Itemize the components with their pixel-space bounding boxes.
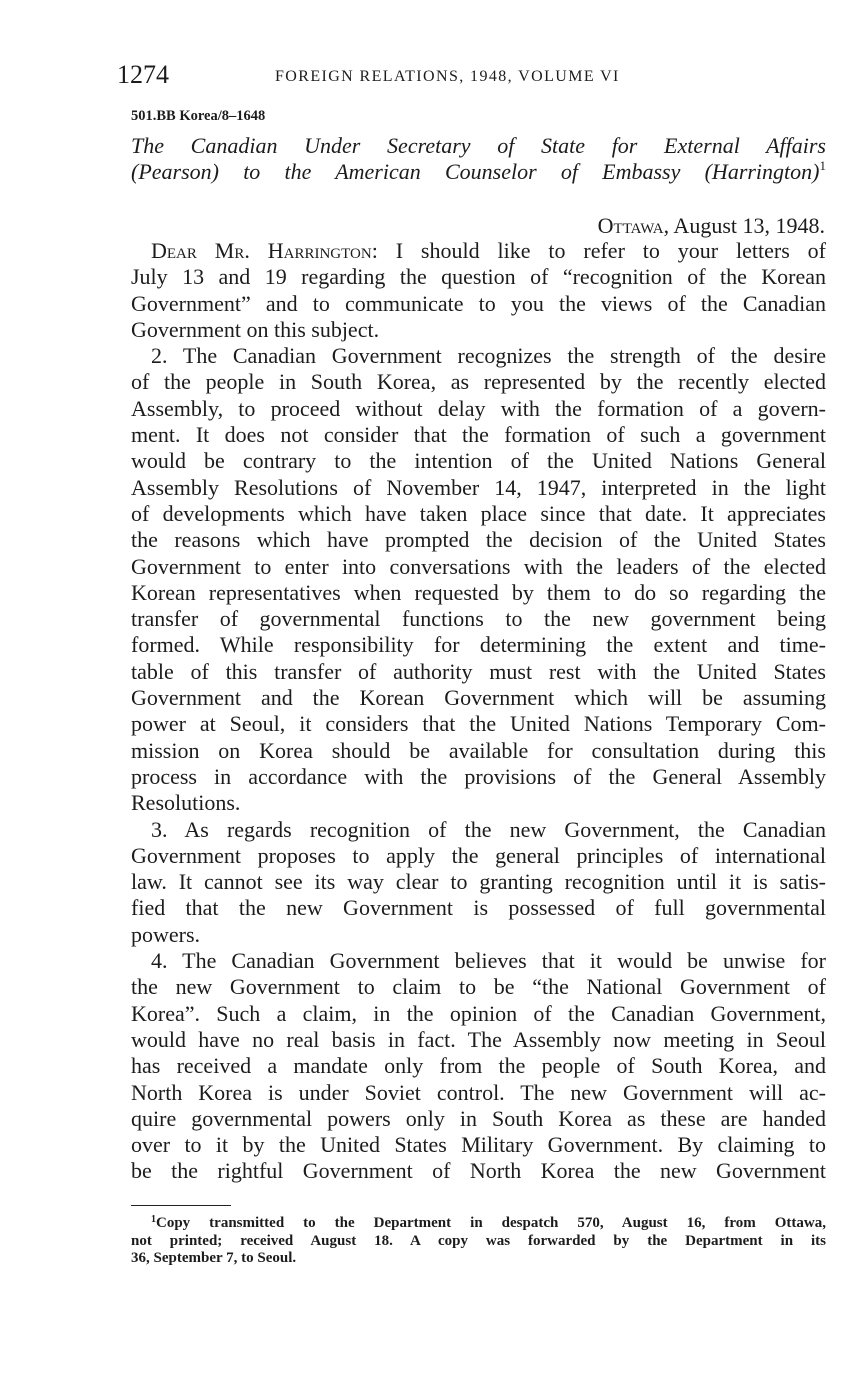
heading-line-2 bbox=[131, 159, 826, 185]
body-line: quire governmental powers only in South Korea as these are handed bbox=[131, 1105, 826, 1131]
heading-line-1: The Canadian Under Secretary of State for External Affairs bbox=[131, 133, 826, 158]
body-line: 2. The Canadian Government recognizes the strength of the desire bbox=[151, 343, 826, 369]
paragraph-1 bbox=[131, 238, 826, 343]
footnote-line: not printed; received August 18. A copy was forwarded by the Department in its bbox=[131, 1232, 826, 1249]
paragraph-3 bbox=[131, 817, 826, 948]
body-line: transfer of governmental functions to the new government being bbox=[131, 606, 826, 632]
salutation: Dear Mr. Harrington: bbox=[151, 238, 378, 263]
body-line: mission on Korea should be available for consultation during this bbox=[131, 737, 826, 763]
dateline bbox=[598, 212, 825, 240]
heading-line-2-text: (Pearson) to the American Counselor of Embassy (Harrington) bbox=[131, 159, 820, 184]
footnote-line bbox=[131, 1215, 826, 1233]
footnote bbox=[131, 1215, 826, 1268]
body-line: Korean representatives when requested by them to do so regarding the bbox=[131, 579, 826, 605]
heading-footnote-marker: 1 bbox=[819, 158, 826, 173]
body-line: Government on this subject. bbox=[131, 316, 380, 342]
footnote-marker: 1 bbox=[151, 1214, 156, 1225]
body-line bbox=[131, 238, 826, 264]
body-line: process in accordance with the provisions of the General Assembly bbox=[131, 763, 826, 789]
body-line: law. It cannot see its way clear to granting recognition until it is satis- bbox=[131, 869, 826, 895]
body-line: the new Government to claim to be “the National Government of bbox=[131, 974, 826, 1000]
body-line: powers. bbox=[131, 921, 201, 947]
running-head bbox=[117, 58, 827, 92]
footnote-line: 36, September 7, to Seoul. bbox=[131, 1250, 297, 1266]
body-line: fied that the new Government is possessed of full governmental bbox=[131, 895, 826, 921]
body-line: 3. As regards recognition of the new Government, the Canadian bbox=[151, 816, 826, 842]
body-line: of developments which have taken place since that date. It appreciates bbox=[131, 500, 826, 526]
dateline-place: Ottawa bbox=[597, 213, 664, 238]
body-line: would have no real basis in fact. The Assembly now meeting in Seoul bbox=[131, 1026, 826, 1052]
body-line: Government to enter into conversations with the leaders of the elected bbox=[131, 553, 826, 579]
body-line: be the rightful Government of North Korea the new Government bbox=[131, 1158, 826, 1184]
paragraph-4 bbox=[131, 948, 826, 1185]
body-line: the reasons which have prompted the decision of the United States bbox=[131, 527, 826, 553]
body-line: Resolutions. bbox=[131, 790, 241, 816]
paragraph-2 bbox=[131, 343, 826, 816]
running-head-title: FOREIGN RELATIONS, 1948, VOLUME VI bbox=[275, 68, 620, 85]
body-line: formed. While responsibility for determining the extent and time- bbox=[131, 632, 826, 658]
salutation-continuation: I should like to refer to your letters of bbox=[377, 238, 826, 263]
body-line: over to it by the United States Military Government. By claiming to bbox=[131, 1132, 826, 1158]
footnote-line-1-text: Copy transmitted to the Department in despatch 570, August 16, from Ottawa, bbox=[156, 1215, 826, 1231]
document-heading bbox=[131, 133, 826, 185]
body-line: would be contrary to the intention of the United Nations General bbox=[131, 448, 826, 474]
footnote-divider bbox=[131, 1205, 231, 1206]
body-line: table of this transfer of authority must rest with the United States bbox=[131, 658, 826, 684]
body-line: Government” and to communicate to you the views of the Canadian bbox=[131, 290, 826, 316]
body-line: July 13 and 19 regarding the question of “recognition of the Korean bbox=[131, 264, 826, 290]
body-line: Assembly Resolutions of November 14, 1947, interpreted in the light bbox=[131, 474, 826, 500]
body-line: Korea”. Such a claim, in the opinion of the Canadian Government, bbox=[131, 1000, 826, 1026]
body-line: North Korea is under Soviet control. The new Government will ac- bbox=[131, 1079, 826, 1105]
body-line: Government proposes to apply the general principles of international bbox=[131, 842, 826, 868]
body-line: ment. It does not consider that the formation of such a government bbox=[131, 422, 826, 448]
document-reference: 501.BB Korea/8–1648 bbox=[131, 108, 266, 124]
body-line: power at Seoul, it considers that the United Nations Temporary Com- bbox=[131, 711, 826, 737]
body-line: Assembly, to proceed without delay with the formation of a govern- bbox=[131, 395, 826, 421]
letter-body bbox=[131, 238, 826, 1185]
dateline-date: , August 13, 1948. bbox=[663, 213, 825, 238]
body-line: of the people in South Korea, as represented by the recently elected bbox=[131, 369, 826, 395]
page-number: 1274 bbox=[117, 60, 169, 89]
body-line: Government and the Korean Government which will be assuming bbox=[131, 685, 826, 711]
body-line: 4. The Canadian Government believes that it would be unwise for bbox=[151, 948, 826, 974]
body-line: has received a mandate only from the people of South Korea, and bbox=[131, 1053, 826, 1079]
